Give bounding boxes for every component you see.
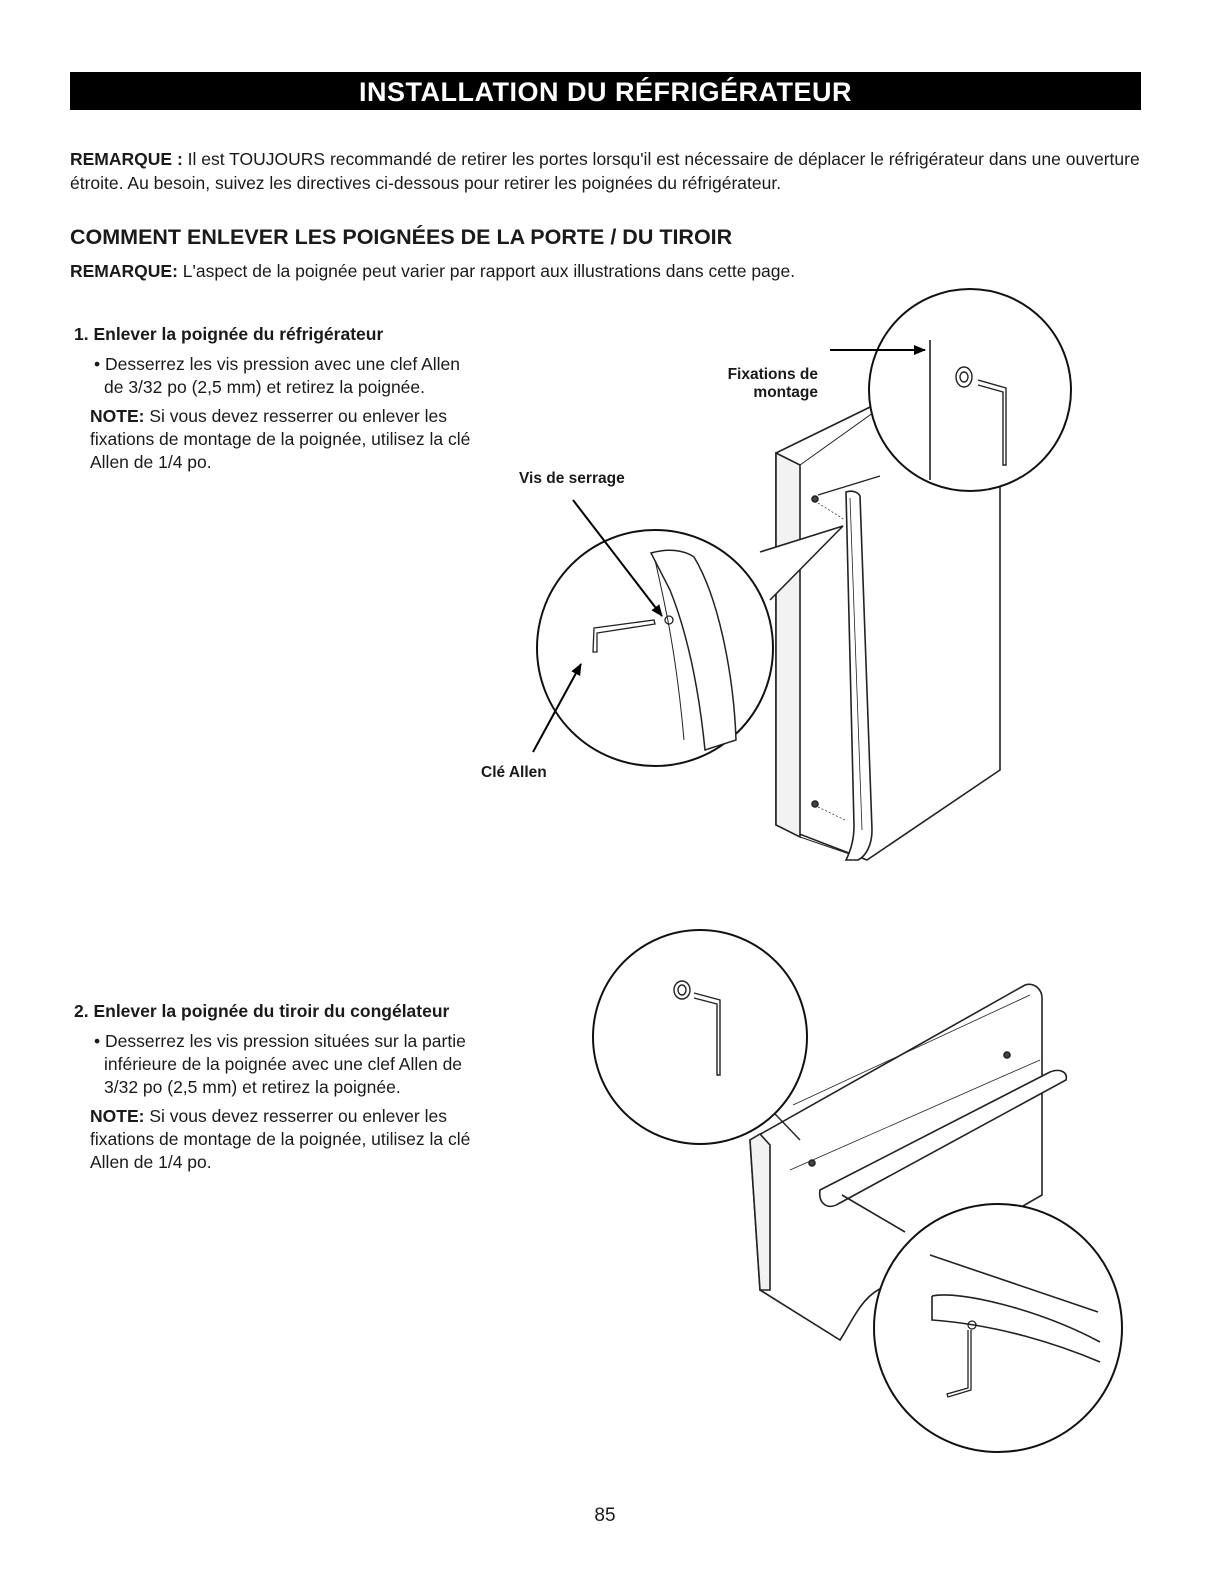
section-remark-text: L'aspect de la poignée peut varier par rapport aux illustrations dans cette page. [177, 261, 796, 281]
section-heading: COMMENT ENLEVER LES POIGNÉES DE LA PORTE / DU TIROIR [70, 225, 733, 249]
step-2-bullet: • Desserrez les vis pression situées sur la partie inférieure de la poignée avec une clef Allen de 3/32 po (2,5 mm) et retirez la poignée. [94, 1031, 466, 1097]
label-mounting-fasteners-line1: Fixations de [727, 366, 818, 383]
zoom-circle-drawer-fastener [593, 930, 807, 1144]
handle-screw-bottom [812, 801, 818, 807]
page-number: 85 [594, 1505, 616, 1526]
drawer-screw-right [1004, 1052, 1010, 1058]
drawer-screw-left [809, 1160, 815, 1166]
handle-screw-top [812, 496, 818, 502]
step-2-note-text: Si vous devez resserrer ou enlever les fixations de montage de la poignée, utilisez la clé Allen de 1/4 po. [90, 1106, 471, 1172]
section-remark-label: REMARQUE: [70, 261, 178, 281]
step-1-note-label: NOTE: [90, 406, 145, 426]
label-mounting-fasteners-line2: montage [753, 384, 818, 401]
step-1-note-text: Si vous devez resserrer ou enlever les fixations de montage de la poignée, utilisez la clé Allen de 1/4 po. [90, 406, 471, 472]
step-2-title: 2. Enlever la poignée du tiroir du congélateur [74, 1001, 450, 1021]
intro-remark-text: Il est TOUJOURS recommandé de retirer les portes lorsqu'il est nécessaire de déplacer le réfrigérateur dans une ouverture étroite. Au besoin, suivez les directives ci-dessous pour retirer les poignées du réfrigérateur. [70, 149, 1140, 193]
label-allen-key: Clé Allen [481, 764, 547, 781]
label-set-screw: Vis de serrage [519, 470, 625, 487]
step-1-title: 1. Enlever la poignée du réfrigérateur [74, 324, 384, 344]
step-1-bullet: • Desserrez les vis pression avec une clef Allen de 3/32 po (2,5 mm) et retirez la poignée. [94, 354, 461, 397]
page-banner-title: INSTALLATION DU RÉFRIGÉRATEUR [70, 72, 1141, 110]
step-2-note-label: NOTE: [90, 1106, 145, 1126]
intro-remark-label: REMARQUE : [70, 149, 183, 169]
